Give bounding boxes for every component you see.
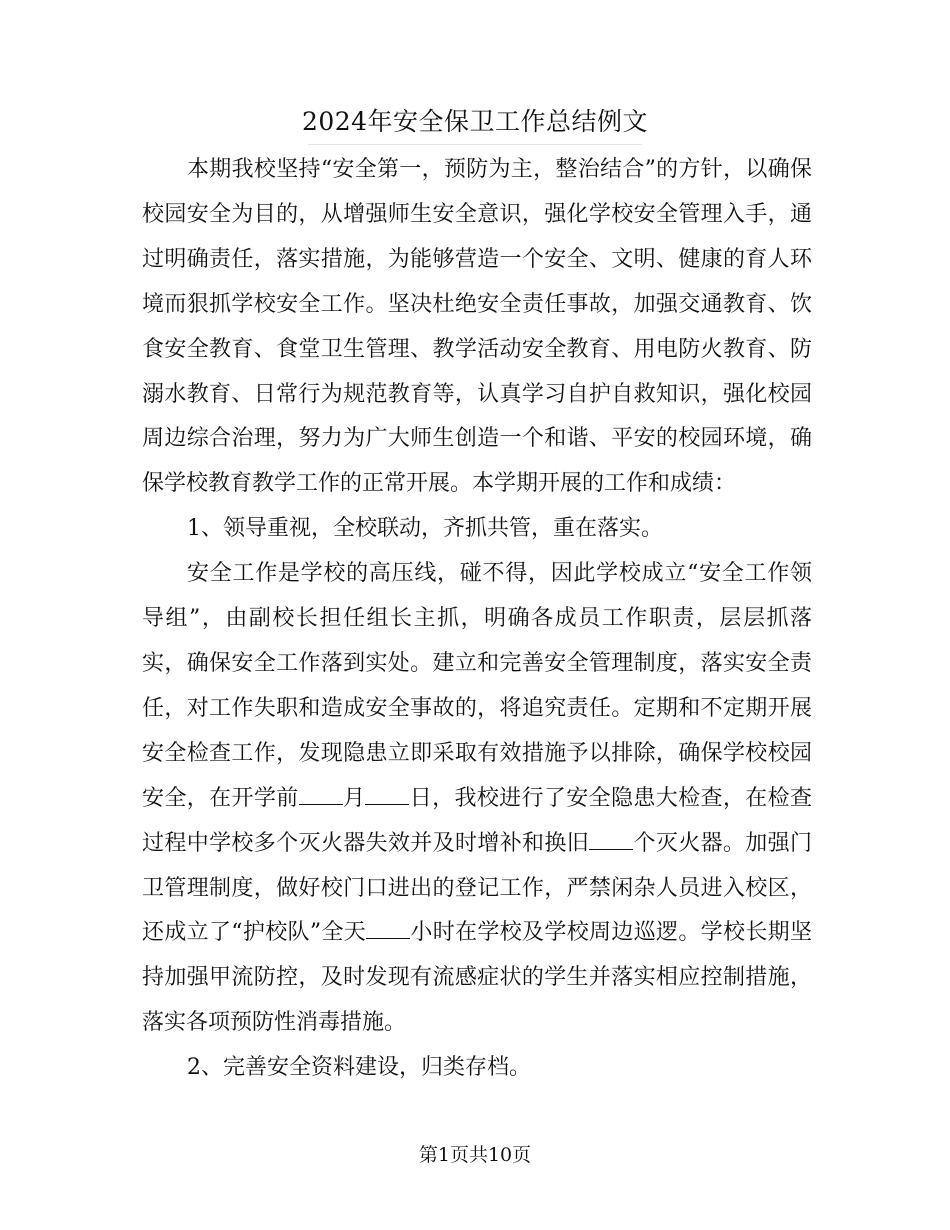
blank-month [299, 786, 343, 805]
document-title: 2024年安全保卫工作总结例文 [301, 107, 649, 136]
title-divider [308, 144, 642, 145]
section-1-paragraph [142, 552, 812, 1046]
intro-paragraph: 本期我校坚持“安全第一，预防为主，整治结合”的方针，以确保校园安全为目的，从增强师生安全意识，强化学校安全管理入手，通过明确责任，落实措施，为能够营造一个安全、文明、健康的育人环境而狠抓学校安全工作。坚决杜绝安全责任事故，加强交通教育、饮食安全教育、食堂卫生管理、教学活动安全教育、用电防火教育、防溺水教育、日常行为规范教育等，认真学习自护自救知识，强化校园周边综合治理，努力为广大师生创造一个和谐、平安的校园环境，确保学校教育教学工作的正常开展。本学期开展的工作和成绩： [142, 157, 812, 497]
text-segment: 安全工作是学校的高压线，碰不得，因此学校成立“安全工作领导组”，由副校长担任组长主抓，明确各成员工作职责，层层抓落实，确保安全工作落到实处。建立和完善安全管理制度，落实安全责任，对工作失职和造成安全事故的，将追究责任。定期和不定期开展安全检查工作，发现隐患立即采取有效措施予以排除，确保学校校园安全，在开学前 [142, 561, 812, 811]
blank-day [365, 786, 409, 805]
text-segment: 日，我校进行了安全隐患大检查，在检查过程中学校多个灭火器失效并及时增补和换旧 [142, 785, 812, 856]
text-segment: 个灭火器。加强门卫管理制度，做好校门口进出的登记工作，严禁闲杂人员进入校区，还成立了“护校队”全天 [142, 830, 812, 946]
blank-hours [366, 920, 410, 939]
page-footer: 第1页共10页 [418, 1144, 532, 1166]
text-segment: 月 [342, 785, 366, 811]
section-heading-2: 2、完善安全资料建设，归类存档。 [187, 1055, 531, 1081]
section-heading-1: 1、领导重视，全校联动，齐抓共管，重在落实。 [187, 516, 663, 542]
blank-count [589, 831, 633, 850]
text-segment: 小时在学校及学校周边巡逻。学校长期坚持加强甲流防控，及时发现有流感症状的学生并落实相应控制措施，落实各项预防性消毒措施。 [142, 920, 812, 1036]
document-body [142, 148, 812, 1091]
